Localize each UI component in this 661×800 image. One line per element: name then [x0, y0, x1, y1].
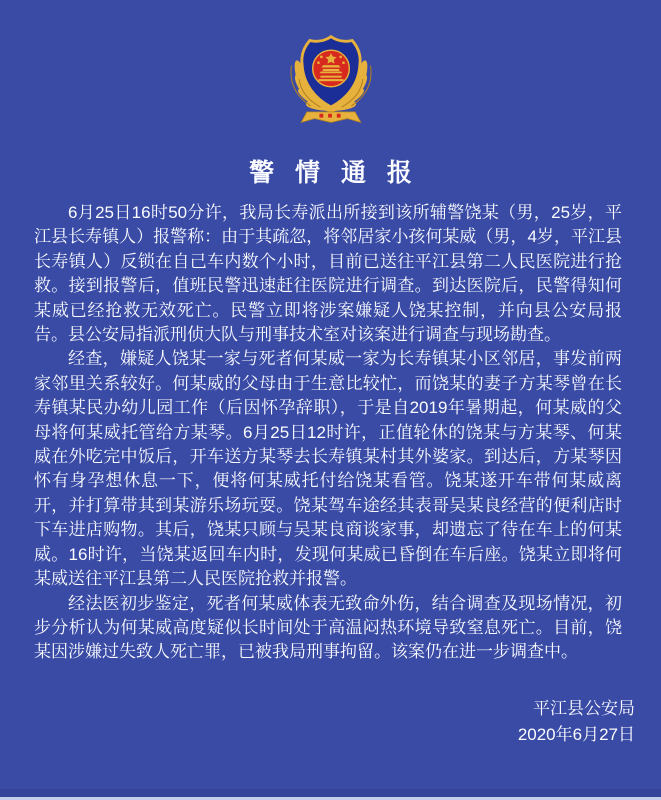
issue-date: 2020年6月27日 [517, 725, 635, 744]
notice-paragraph-2: 经查，嫌疑人饶某一家与死者何某威一家为长寿镇某小区邻居，事发前两家邻里关系较好。何某威的父母由于生意比较忙，而饶某的妻子方某琴曾在长寿镇某民办幼儿园工作（后因怀孕辞职），于是自2019年暑期起，何某威的父母将何某威托管给方某琴。6月25日12时许，正值轮休的饶某与方某琴、何某威在外吃完中饭后，开车送方某琴去长寿镇某村其外婆家。到达后，方某琴因怀有身孕想休息一下，便将何某威托付给饶某看管。饶某遂开车带何某威离开，并打算带其到某游乐场玩耍。饶某驾车途经其表哥吴某良经营的便利店时下车进店购物。其后，饶某只顾与吴某良商谈家事，却遗忘了待在车上的何某威。16时许，当饶某返回车内时，发现何某威已昏倒在车后座。饶某立即将何某威送往平江县第二人民医院抢救并报警。 [34, 349, 622, 589]
bottom-border [0, 789, 661, 797]
police-emblem-icon [278, 32, 384, 130]
issuing-agency: 平江县公安局 [533, 699, 635, 718]
notice-header [0, 0, 661, 189]
signature-block [518, 696, 635, 748]
notice-body [34, 201, 622, 665]
notice-paragraph-3: 经法医初步鉴定，死者何某威体表无致命外伤，结合调查及现场情况，初步分析认为何某威高度疑似长时间处于高温闷热环境导致窒息死亡。目前，饶某因涉嫌过失致人死亡罪，已被我局刑事拘留。该案仍在进一步调查中。 [34, 593, 622, 662]
notice-title: 警 情 通 报 [249, 159, 419, 187]
notice-paragraph-1: 6月25日16时50分许，我局长寿派出所接到该所辅警饶某（男，25岁，平江县长寿镇人）报警称：由于其疏忽，将邻居家小孩何某威（男，4岁，平江县长寿镇人）反锁在自己车内数个小时，目前已送往平江县第二人民医院进行抢救。接到报警后，值班民警迅速赶往医院进行调查。到达医院后，民警得知何某威已经抢救无效死亡。民警立即将涉案嫌疑人饶某控制，并向县公安局报告。县公安局指派刑侦大队与刑事技术室对该案进行调查与现场勘查。 [34, 203, 622, 345]
